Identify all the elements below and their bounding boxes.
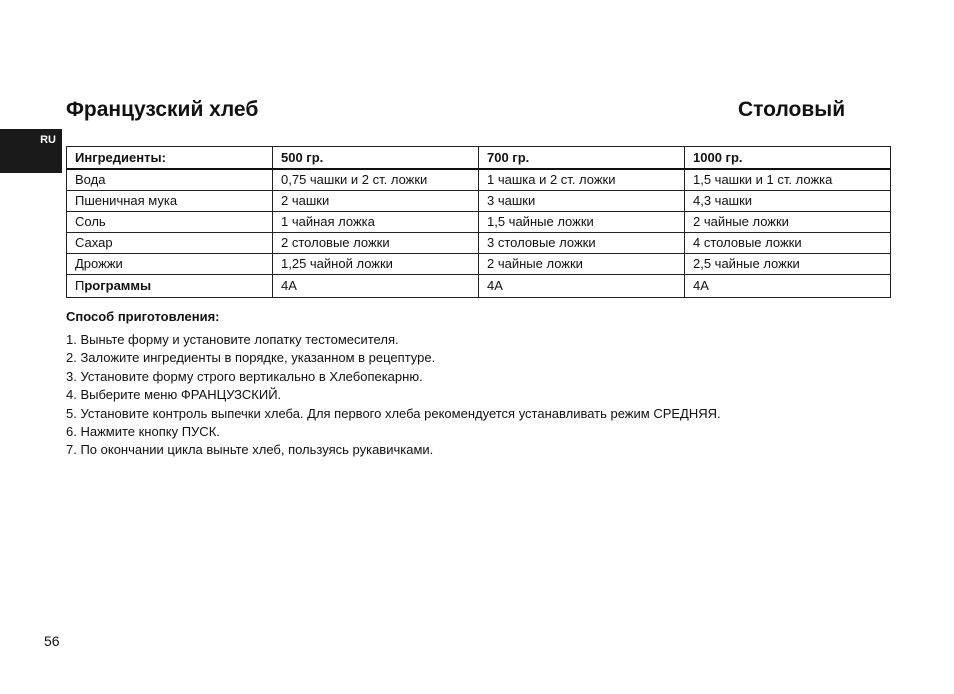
program-1000g: 4A [685,275,891,298]
language-tab [0,129,62,173]
table-row [67,254,891,275]
amount-500g: 2 столовые ложки [273,233,479,254]
table-row [67,233,891,254]
header-500g: 500 гр. [273,147,479,170]
amount-500g: 1 чайная ложка [273,212,479,233]
page-title: Французский хлеб [66,98,259,121]
amount-1000g: 4,3 чашки [685,191,891,212]
amount-500g: 0,75 чашки и 2 ст. ложки [273,169,479,191]
page-number: 56 [44,633,60,649]
method-steps [66,331,721,460]
header-700g: 700 гр. [479,147,685,170]
list-item: 7. По окончании цикла выньте хлеб, пользуясь рукавичками. [66,442,434,458]
program-label [67,275,273,298]
program-label-prefix: П [75,278,85,293]
program-700g: 4A [479,275,685,298]
table-row [67,191,891,212]
language-tab-label: RU [40,134,56,146]
amount-1000g: 4 столовые ложки [685,233,891,254]
amount-700g: 1,5 чайные ложки [479,212,685,233]
list-item: 3. Установите форму строго вертикально в Хлебопекарню. [66,368,423,384]
ingredient-name: Пшеничная мука [67,191,273,212]
table-row [67,169,891,191]
program-row [67,275,891,298]
ingredient-name: Вода [67,169,273,191]
ingredients-table [66,146,891,298]
amount-1000g: 2,5 чайные ложки [685,254,891,275]
amount-500g: 2 чашки [273,191,479,212]
list-item: 2. Заложите ингредиенты в порядке, указанном в рецептуре. [66,350,436,366]
ingredient-name: Дрожжи [67,254,273,275]
page-subtitle: Столовый [738,98,846,121]
amount-700g: 2 чайные ложки [479,254,685,275]
list-item: 1. Выньте форму и установите лопатку тестомесителя. [66,332,399,347]
ingredient-name: Соль [67,212,273,233]
ingredient-name: Сахар [67,233,273,254]
amount-1000g: 1,5 чашки и 1 ст. ложка [685,169,891,191]
method-heading: Способ приготовления: [66,309,220,324]
list-item: 5. Установите контроль выпечки хлеба. Для первого хлеба рекомендуется устанавливать режим СРЕДНЯЯ. [66,405,721,421]
list-item: 6. Нажмите кнопку ПУСК. [66,424,220,440]
amount-700g: 3 чашки [479,191,685,212]
table-header-row [67,147,891,170]
amount-700g: 1 чашка и 2 ст. ложки [479,169,685,191]
list-item: 4. Выберите меню ФРАНЦУЗСКИЙ. [66,387,282,403]
amount-1000g: 2 чайные ложки [685,212,891,233]
header-ingredients: Ингредиенты: [67,147,273,170]
table-row [67,212,891,233]
amount-700g: 3 столовые ложки [479,233,685,254]
amount-500g: 1,25 чайной ложки [273,254,479,275]
program-500g: 4A [273,275,479,298]
program-label-rest: рограммы [84,278,152,293]
header-1000g: 1000 гр. [685,147,891,170]
